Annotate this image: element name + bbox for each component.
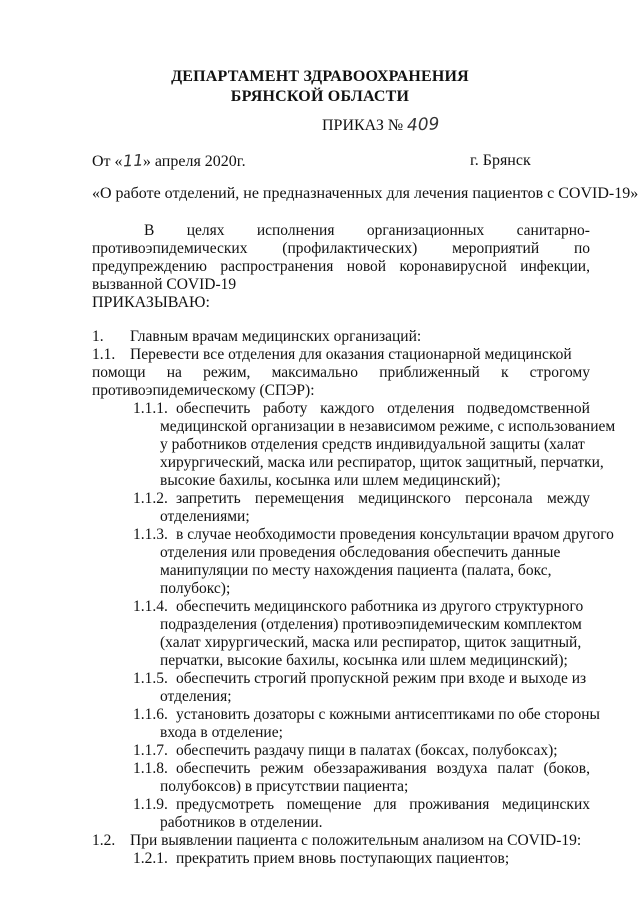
item-1-1-8-line2: полубоксов) в присутствии пациента; xyxy=(160,778,409,795)
item-1-1-2-line2: отделениями; xyxy=(160,508,250,525)
item-1-1-line3: противоэпидемическому (СПЭР): xyxy=(92,382,315,399)
item-1-1-8-line1: обеспечить режим обеззараживания воздуха палат (боков, xyxy=(176,760,590,777)
item-1-1-6-line1: установить дозаторы с кожными антисептиками по обе стороны xyxy=(176,706,600,723)
item-1-1-3-line3: манипуляции по месту нахождения пациента (палата, бокс, xyxy=(160,562,552,579)
item-1-1-5-number: 1.1.5. xyxy=(133,670,168,687)
item-1-1-4-number: 1.1.4. xyxy=(133,598,168,615)
city: г. Брянск xyxy=(470,152,531,169)
order-word: ПРИКАЗЫВАЮ: xyxy=(92,294,210,311)
item-1-2-number: 1.2. xyxy=(92,832,116,849)
item-1-1-4-line2: подразделения (отделения) противоэпидемическим комплектом xyxy=(160,616,582,633)
item-1-1-4-line1: обеспечить медицинского работника из другого структурного xyxy=(176,598,584,615)
item-1-1-5-line2: отделения; xyxy=(160,688,232,705)
order-label: ПРИКАЗ № xyxy=(322,117,404,134)
item-1-1-7-number: 1.1.7. xyxy=(133,742,168,759)
item-1-1-5-line1: обеспечить строгий пропускной режим при входе и выходе из xyxy=(176,670,587,687)
item-1-2-1-number: 1.2.1. xyxy=(133,850,168,867)
item-1-1-4-line3: (халат хирургический, маска или респиратор, щиток защитный, xyxy=(160,634,582,651)
item-1-2-1-text: прекратить прием вновь поступающих пациентов; xyxy=(176,850,510,867)
item-1-1-3-line2: отделения или проведения обследования обеспечить данные xyxy=(160,544,561,561)
preamble-line1: В целях исполнения организационных санитарно- xyxy=(144,222,590,239)
item-1-1-6-number: 1.1.6. xyxy=(133,706,168,723)
order-title xyxy=(322,115,440,135)
item-1-1-1-number: 1.1.1. xyxy=(133,400,168,417)
date-line: От «11» апреля 2020г. xyxy=(92,150,246,171)
item-1-1-1-line2: медицинской организации в независимом режиме, с использованием xyxy=(160,418,616,435)
item-1-1-9-line1: предусмотреть помещение для проживания медицинских xyxy=(176,796,590,813)
item-1-1-9-line2: работников в отделении. xyxy=(160,814,323,831)
department-title-line2: БРЯНСКОЙ ОБЛАСТИ xyxy=(230,88,410,105)
item-1-1-line1: Перевести все отделения для оказания стационарной медицинской xyxy=(130,346,572,363)
item-1-1-4-line4: перчатки, высокие бахилы, косынка или шлем медицинский); xyxy=(160,652,568,669)
preamble-line3: предупреждению распространения новой коронавирусной инфекции, xyxy=(92,258,590,275)
item-1-1-8-number: 1.1.8. xyxy=(133,760,168,777)
item-1-1-number: 1.1. xyxy=(92,346,116,363)
item-1-1-3-line4: полубокс); xyxy=(160,580,231,597)
item-1-1-6-line2: входа в отделение; xyxy=(160,724,283,741)
department-title-line1: ДЕПАРТАМЕНТ ЗДРАВООХРАНЕНИЯ xyxy=(171,68,469,85)
order-day-handwritten: 11 xyxy=(122,150,144,171)
item-1-number: 1. xyxy=(92,328,104,345)
item-1-1-9-number: 1.1.9. xyxy=(133,796,168,813)
item-1-1-line2: помощи на режим, максимально приближенный к строгому xyxy=(92,364,590,381)
preamble-line4: вызванной COVID-19 xyxy=(92,276,237,293)
item-1-text: Главным врачам медицинских организаций: xyxy=(130,328,422,345)
item-1-1-2-number: 1.1.2. xyxy=(133,490,168,507)
item-1-1-1-line4: хирургический, маска или респиратор, щиток защитный, перчатки, xyxy=(160,454,604,471)
item-1-1-7-line1: обеспечить раздачу пищи в палатах (боксах, полубоксах); xyxy=(176,742,558,759)
item-1-1-3-number: 1.1.3. xyxy=(133,526,168,543)
preamble-line2: противоэпидемических (профилактических) мероприятий по xyxy=(92,240,590,257)
item-1-1-1-line5: высокие бахилы, косынка или шлем медицинский); xyxy=(160,472,501,489)
item-1-2-text: При выявлении пациента с положительным анализом на COVID-19: xyxy=(130,832,582,849)
item-1-1-1-line3: у работников отделения средств индивидуальной защиты (халат xyxy=(160,436,585,453)
item-1-1-2-line1: запретить перемещения медицинского персонала между xyxy=(176,490,590,507)
item-1-1-3-line1: в случае необходимости проведения консультации врачом другого xyxy=(176,526,614,543)
order-number-handwritten: 409 xyxy=(406,114,441,136)
order-subject: «О работе отделений, не предназначенных для лечения пациентов с COVID-19» xyxy=(92,185,639,202)
item-1-1-1-line1: обеспечить работу каждого отделения подведомственной xyxy=(176,400,590,417)
